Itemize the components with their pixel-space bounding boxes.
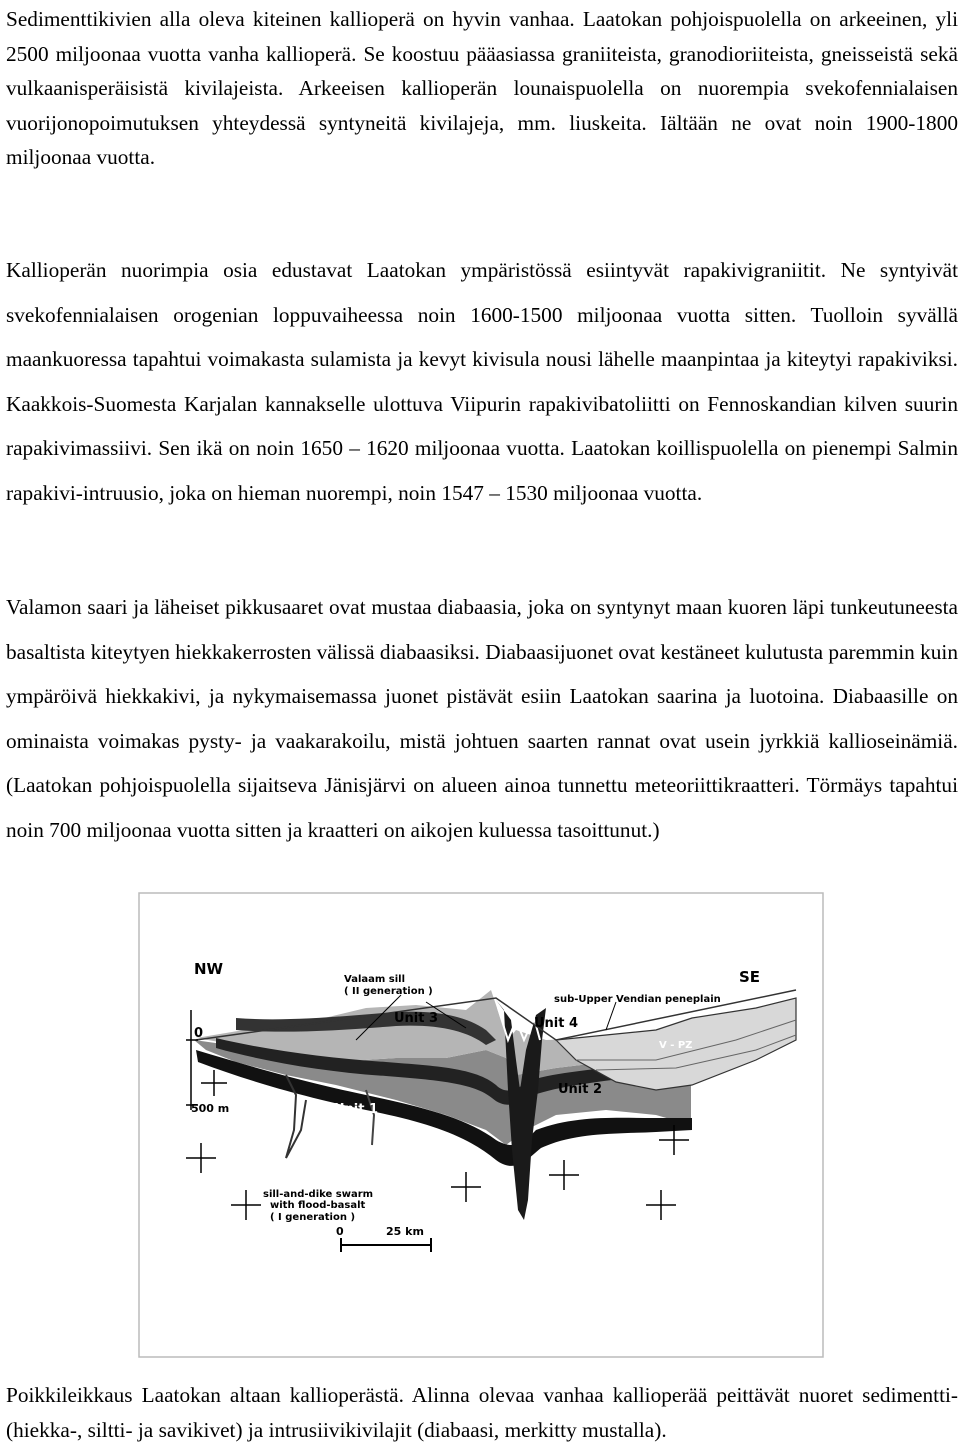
- label-se: SE: [739, 968, 761, 986]
- paragraph-valamo-diabase: Valamon saari ja läheiset pikkusaaret ovat mustaa diabaasia, joka on syntynyt maan kuoren läpi tunkeutuneesta basaltista kiteytyen hiekkakerrosten välissä diabaasiksi. Diabaasijuonet ovat kestäneet kulutusta paremmin kuin ympäröivä hiekkakivi, ja nykymaisemassa juonet pistävät esiin Laatokan saarina ja luotoina. Diabaasille on ominaista voimakas pysty- ja vaakarakoilu, mistä johtuen saarten rannat ovat usein jyrkkiä kallioseinämiä. (Laatokan pohjoispuolella sijaitseva Jänisjärvi on alueen ainoa tunnettu meteoriittikraatteri. Törmäys tapahtui noin 700 miljoonaa vuotta sitten ja kraatteri on aikojen kuluessa tasoittunut.): [6, 595, 958, 842]
- label-scale-km: 25 km: [386, 1225, 424, 1238]
- cross-section-drawing: [136, 890, 826, 1360]
- paragraph-bedrock-age: Sedimenttikivien alla oleva kiteinen kallioperä on hyvin vanhaa. Laatokan pohjoispuolella on arkeeinen, yli 2500 miljoonaa vuotta vanha kallioperä. Se koostuu pääasiassa graniiteista, granodioriiteista, gneisseistä sekä vulkaanisperäisistä kivilajeista. Arkeeisen kallioperän lounaispuolella on nuorempia svekofennialaisen vuorijonopoimutuksen yhteydessä syntyneitä kivilajeja, mm. liuskeita. Iältään ne ovat noin 1900-1800 miljoonaa vuotta.: [6, 7, 958, 169]
- label-nw: NW: [194, 960, 224, 978]
- label-depth: 500 m: [191, 1102, 230, 1115]
- cross-section-figure: [136, 890, 826, 1360]
- label-valaam-generation: ( II generation ): [344, 986, 433, 997]
- label-swarm-2: with flood-basalt: [270, 1200, 366, 1211]
- label-scale-zero: 0: [336, 1225, 344, 1238]
- label-swarm-3: ( I generation ): [270, 1212, 356, 1223]
- paragraph-rapakivi: Kallioperän nuorimpia osia edustavat Laatokan ympäristössä esiintyvät rapakivigraniitit. Ne syntyivät svekofennialaisen orogenian loppuvaiheessa noin 1600-1500 miljoonaa vuotta sitten. Tuolloin syvällä maankuoressa tapahtui voimakasta sulamista ja kevyt kivisula nousi lähelle maanpintaa ja kiteytyi rapakiviksi. Kaakkois-Suomesta Karjalan kannakselle ulottuva Viipurin rapakivibatoliitti on Fennoskandian kilven suurin rapakivimassiivi. Sen ikä on noin 1650 – 1620 miljoonaa vuotta. Laatokan koillispuolella on pienempi Salmin rapakivi-intruusio, joka on hieman nuorempi, noin 1547 – 1530 miljoonaa vuotta.: [6, 258, 958, 505]
- label-valaam-sill: Valaam sill: [344, 974, 406, 985]
- figure-caption: Poikkileikkaus Laatokan altaan kallioperästä. Alinna olevaa vanhaa kallioperää peittävät nuoret sedimentti- (hiekka-, siltti- ja savikivet) ja intrusiivikivilajit (diabaasi, merkitty mustalla).: [6, 1383, 958, 1442]
- label-peneplain: sub-Upper Vendian peneplain: [554, 994, 721, 1005]
- label-unit-2: Unit 2: [558, 1082, 603, 1097]
- label-zero-depth: 0: [194, 1026, 204, 1041]
- label-vpz: V - PZ: [659, 1040, 693, 1051]
- label-swarm-1: sill-and-dike swarm: [263, 1189, 374, 1200]
- label-unit-3: Unit 3: [394, 1011, 439, 1026]
- label-unit-4: Unit 4: [534, 1016, 579, 1031]
- label-unit-1: Unit 1: [334, 1102, 379, 1117]
